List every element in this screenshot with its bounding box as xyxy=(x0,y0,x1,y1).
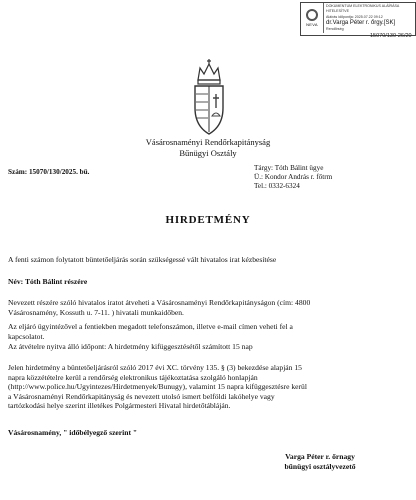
case-clerk: Ü.: Kondor András r. főtrm xyxy=(254,173,333,181)
page-title: HIRDETMÉNY xyxy=(165,214,251,226)
stamp-line1: DOKUMENTUM ELEKTRONIKUS ALÁÍRÁSA HITELESÍTVE xyxy=(326,4,400,14)
case-subject: Tárgy: Tóth Bálint ügye xyxy=(254,164,324,172)
date-line: Vásárosnamény, " időbélyegző szerint " xyxy=(8,428,138,437)
contact-paragraph: Az eljáró ügyintézővel a fentiekben megadott telefonszámon, illetve e-mail címen veheti fel a kapcsolatot. xyxy=(8,322,293,341)
coat-of-arms-icon xyxy=(189,58,229,136)
org-name: Vásárosnaményi Rendőrkapitányság xyxy=(145,137,271,147)
signature-block xyxy=(250,452,390,472)
stamp-issuer: Rendőrség xyxy=(326,27,344,32)
pickup-period: Az átvételre nyitva álló időpont: A hirdetmény kifüggesztésétől számított 15 nap xyxy=(8,342,253,351)
case-number: Szám: 15070/130/2025. bü. xyxy=(8,168,90,176)
pickup-paragraph: Nevezett részére szóló hivatalos iratot átveheti a Vásárosnaményi Rendőrkapitányságon (cím: 4800 Vásárosnamény, Kossuth u. 7-11. ) hivatali munkaidőben. xyxy=(8,298,311,317)
recipient-name: Név: Tóth Bálint részére xyxy=(8,277,88,286)
signer-name: Varga Péter r. őrnagy xyxy=(285,452,355,461)
org-dept: Bűnügyi Osztály xyxy=(179,148,237,158)
case-phone: Tel.: 0332-6324 xyxy=(254,182,300,190)
stamp-line2: Aláírás időpontja: 2025.07.22 09:12 xyxy=(326,14,383,19)
stamp-logo-icon: NEVA xyxy=(301,3,324,33)
electronic-signature-stamp xyxy=(300,2,416,36)
intro-paragraph: A fenti számon folytatott büntetőeljárás során szükségessé vált hivatalos irat kézbesítése xyxy=(8,255,277,264)
org-header xyxy=(0,137,416,159)
signer-role: bűnügyi osztályvezető xyxy=(284,462,356,471)
legal-paragraph: Jelen hirdetmény a büntetőeljárásról szóló 2017 évi XC. törvény 135. § (3) bekezdése alapján 15 napra közzétételre kerül a rendőrség elektronikus tájékoztatása szolgáló honlapján (http://www.police.hu/Ugyintezes/Hirdetmenyek/Bunugy), valamint 15 napra kifüggesztésre kerül a Vásárosnaményi Rendőrkapitányság és nevezett utolsó ismert belföldi lakóhelye vagy tartózkodási helye szerint illetékes Polgármesteri Hivatal hirdetőtábláján. xyxy=(8,363,307,411)
stamp-text xyxy=(324,3,415,35)
doc-reference: 15070/130-26/20 xyxy=(370,33,412,39)
stamp-signer: dr.Varga Péter r. őrgy.[SK] xyxy=(326,20,396,27)
